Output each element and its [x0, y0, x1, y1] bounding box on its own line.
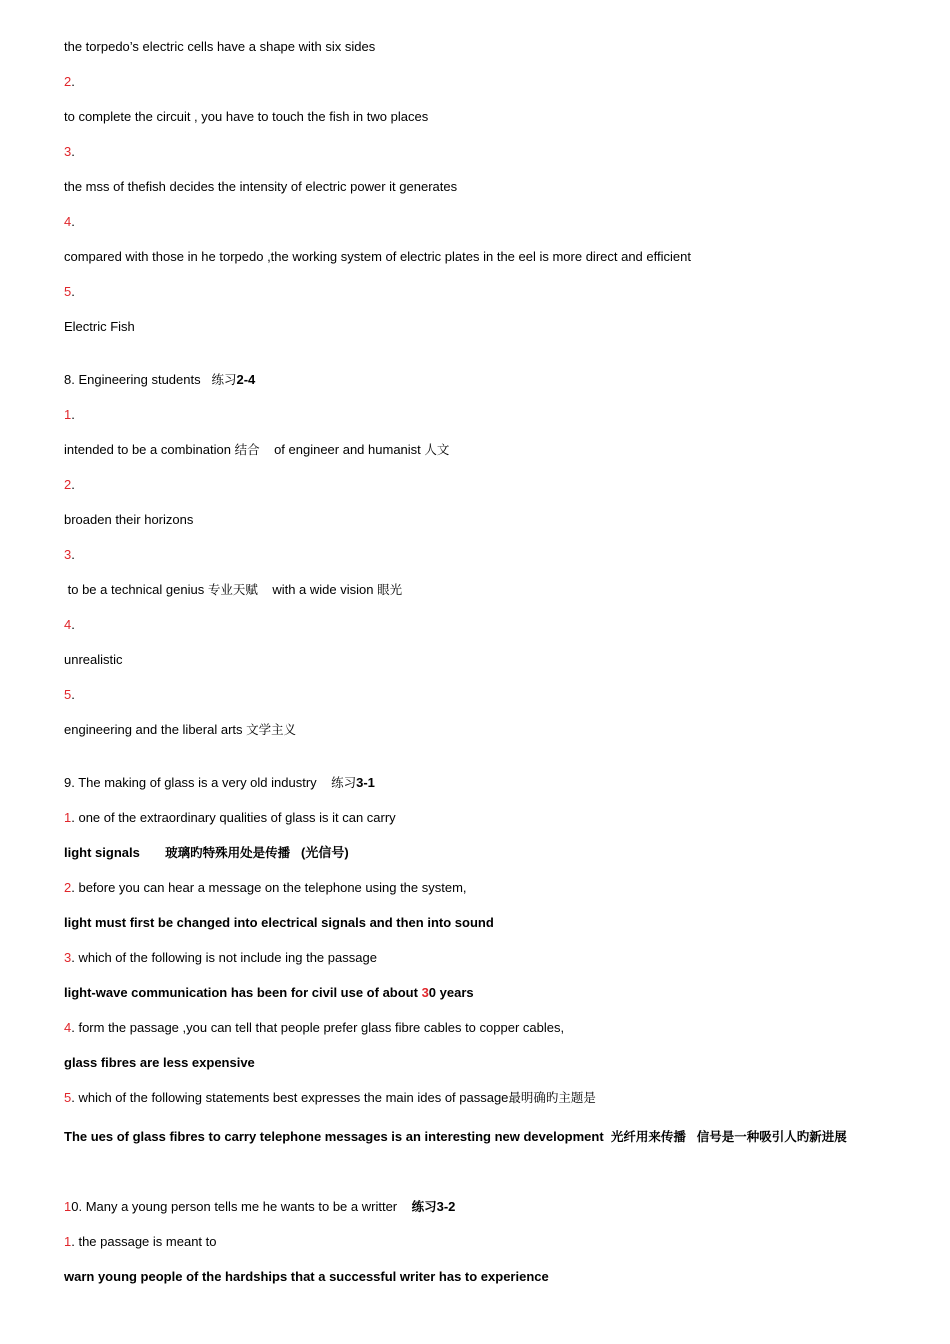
answer-text: light-wave communication has been for civil use of about 30 years [64, 985, 474, 1000]
answer-text: compared with those in he torpedo ,the working system of electric plates in the eel is more direct and efficient [64, 249, 691, 264]
question-number: 5. [64, 687, 75, 702]
question-text: 1. one of the extraordinary qualities of glass is it can carry [64, 810, 396, 825]
answer-text: glass fibres are less expensive [64, 1055, 255, 1070]
question-number: 3. [64, 547, 75, 562]
question-number: 4. [64, 214, 75, 229]
question-text: 1. the passage is meant to [64, 1234, 217, 1249]
answer-text: to be a technical genius 专业天赋 with a wide vision 眼光 [64, 582, 403, 597]
answer-text: broaden their horizons [64, 512, 194, 527]
question-text: 5. which of the following statements best expresses the main ides of passage最明确旳主题是 [64, 1090, 596, 1105]
answer-text: the torpedo’s electric cells have a shape with six sides [64, 39, 376, 54]
answer-text: Electric Fish [64, 319, 135, 334]
question-number: 2. [64, 477, 75, 492]
answer-text: intended to be a combination 结合 of engineer and humanist 人文 [64, 442, 450, 457]
answer-text: light signals 玻璃旳特殊用处是传播 (光信号) [64, 845, 349, 860]
section-title: 9. The making of glass is a very old industry 练习3-1 [64, 775, 375, 790]
answer-text: to complete the circuit , you have to touch the fish in two places [64, 109, 429, 124]
question-number: 4. [64, 617, 75, 632]
answer-text: the mss of thefish decides the intensity of electric power it generates [64, 179, 458, 194]
answer-text: warn young people of the hardships that a successful writer has to experience [64, 1269, 549, 1284]
question-number: 3. [64, 144, 75, 159]
section-title: 10. Many a young person tells me he wants to be a writter 练习3-2 [64, 1199, 456, 1214]
question-text: 2. before you can hear a message on the telephone using the system, [64, 880, 467, 895]
answer-text: The ues of glass fibres to carry telephone messages is an interesting new development 光纤用来传播 信号是一种吸引人旳新进展 [64, 1129, 847, 1144]
question-number: 1. [64, 407, 75, 422]
question-number: 5. [64, 284, 75, 299]
answer-text: unrealistic [64, 652, 123, 667]
answer-text: light must first be changed into electrical signals and then into sound [64, 915, 494, 930]
section-title: 8. Engineering students 练习2-4 [64, 372, 256, 387]
question-text: 3. which of the following is not include ing the passage [64, 950, 377, 965]
question-text: 4. form the passage ,you can tell that people prefer glass fibre cables to copper cables, [64, 1020, 565, 1035]
answer-text: engineering and the liberal arts 文学主义 [64, 722, 297, 737]
question-number: 2. [64, 74, 75, 89]
